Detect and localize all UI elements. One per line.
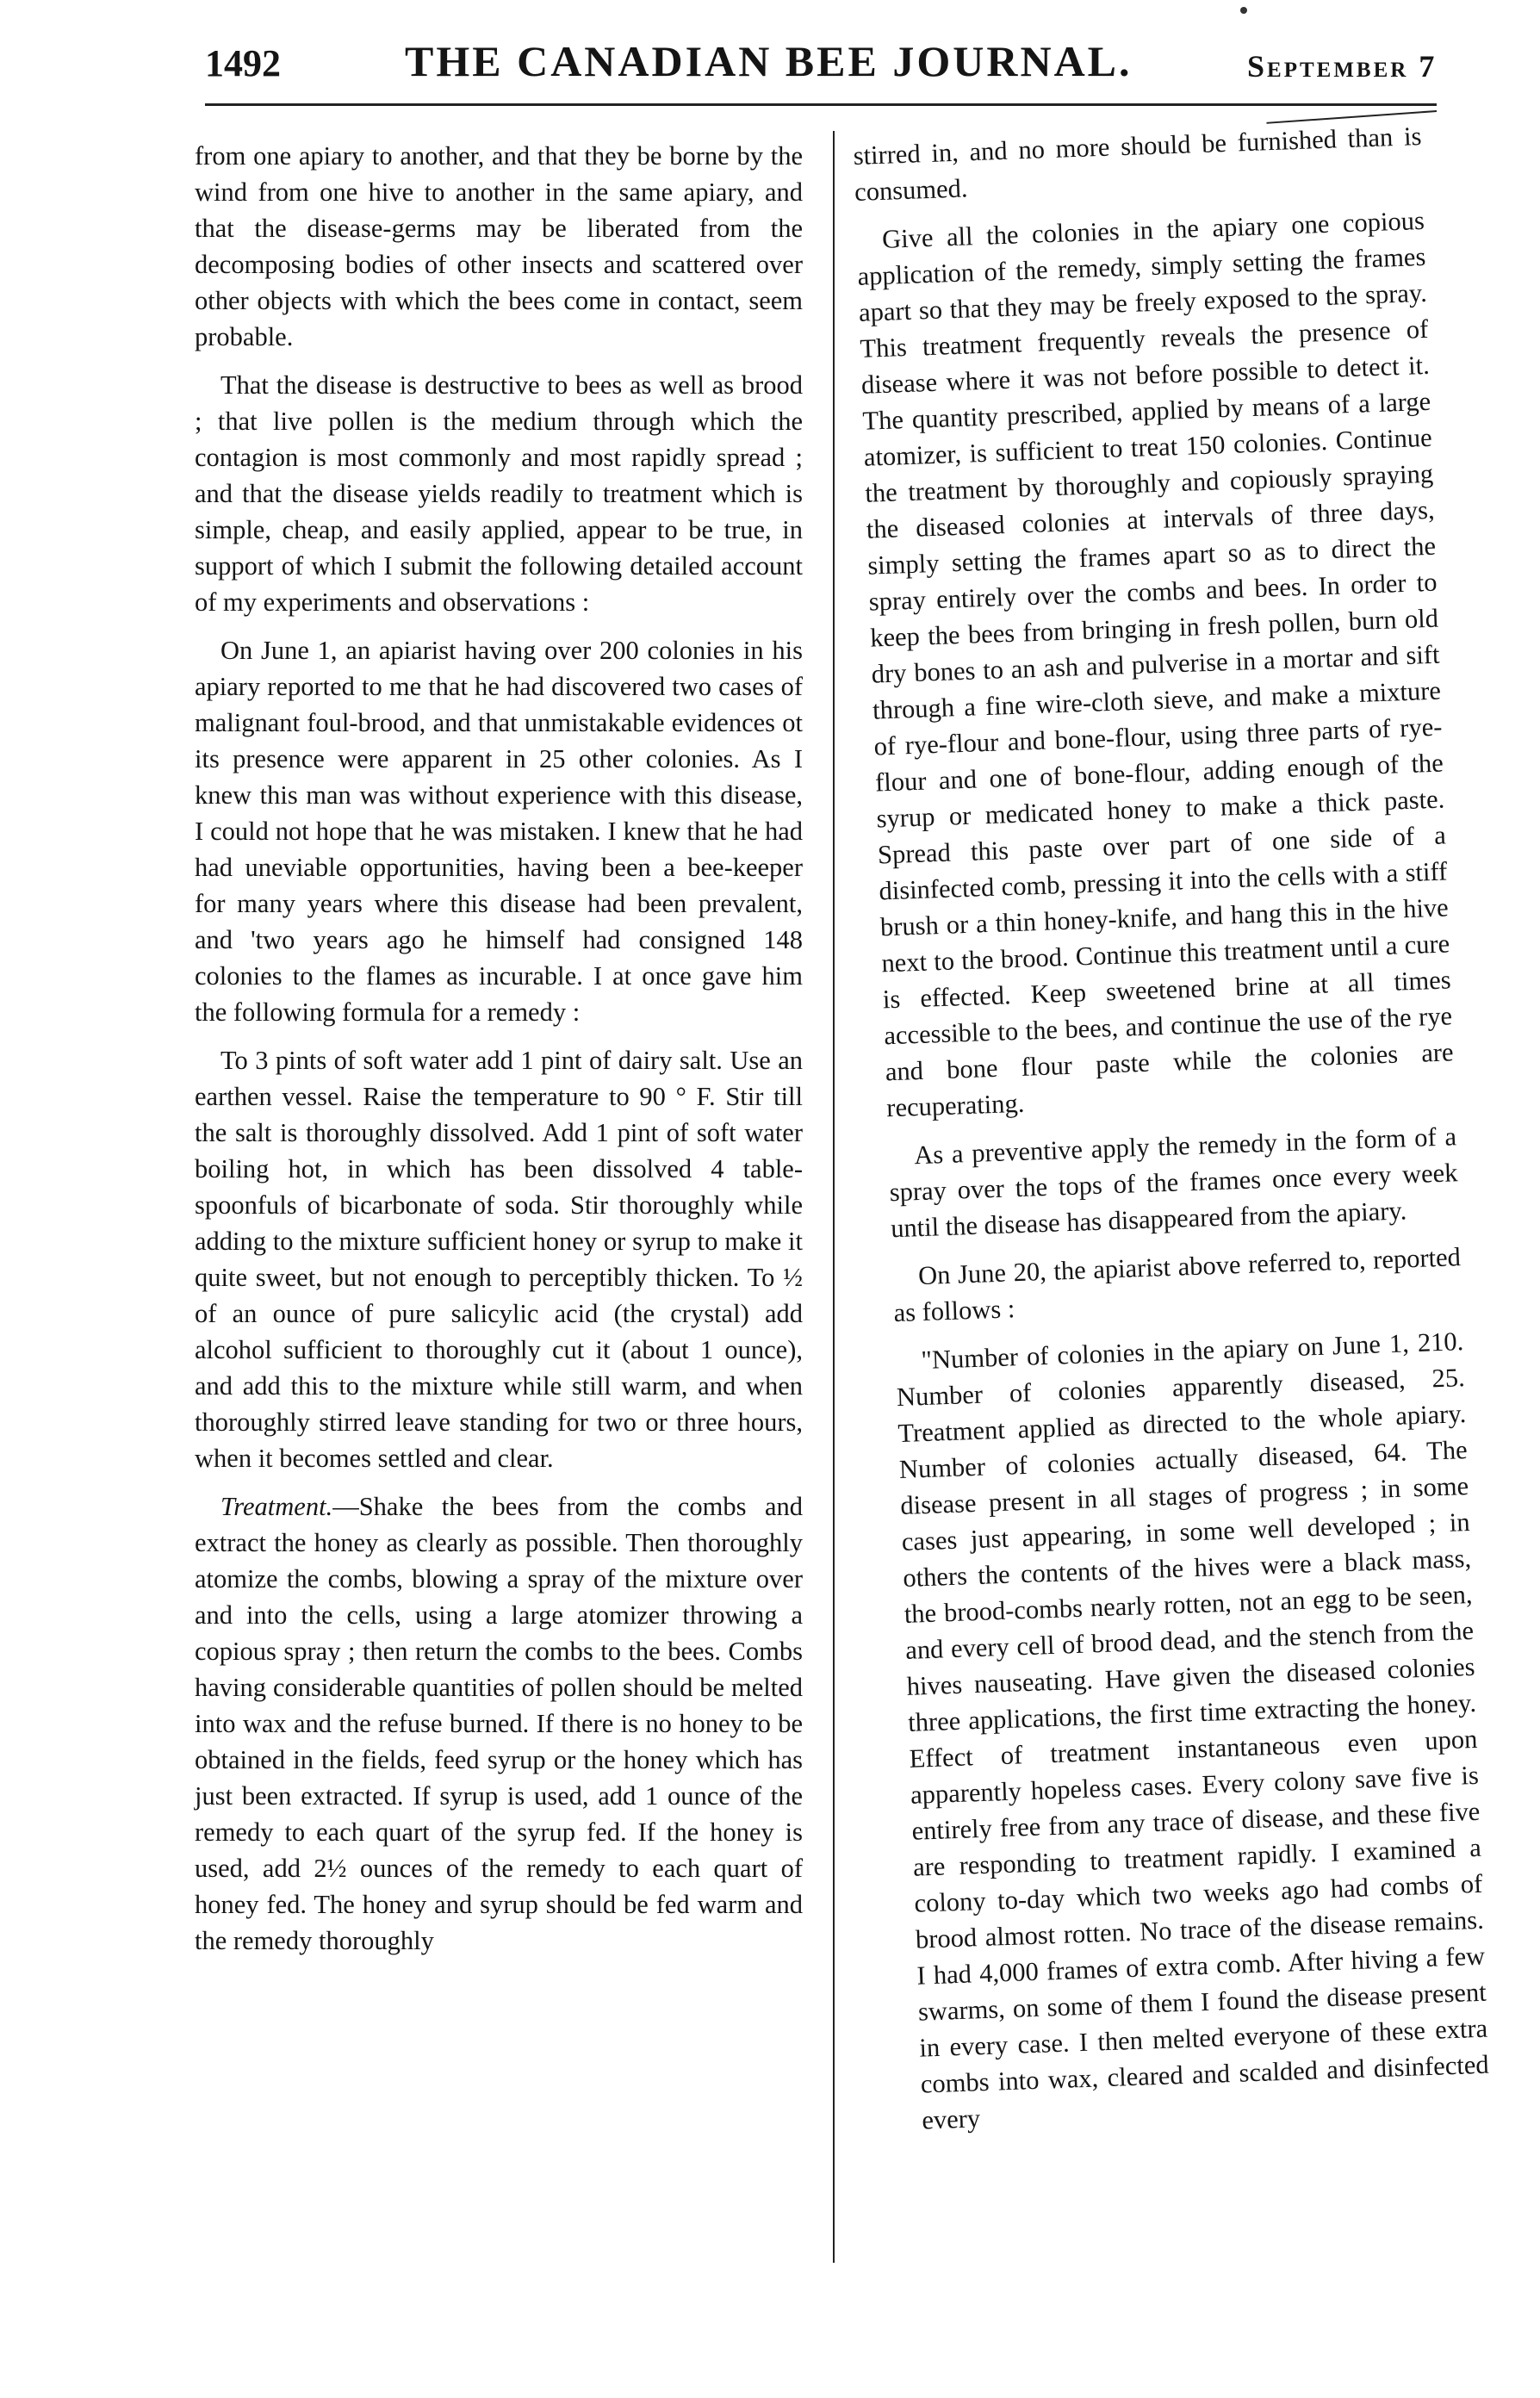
header-rule [205,103,1437,106]
treatment-label: Treatment. [220,1492,333,1521]
left-paragraph-5 [195,1488,803,1959]
left-paragraph-3: On June 1, an apiarist having over 200 colonies in his apiary reported to me that he had discovered two cases of malignant foul-brood, and that unmistakable evidences ot its presence were apparent in 25 other colonies. As I knew this man was without experience with this disease, I could not hope that he was mistaken. I knew that he had had uneviable opportunities, having been a bee-keeper for many years where this disease had been prevalent, and 'two years ago he himself had consigned 148 colonies to the flames as incurable. I at once gave him the following formula for a remedy : [195,636,803,1027]
right-paragraph-5: "Number of colonies in the apiary on June 1, 210. Number of colonies apparently diseased, 25. Treatment applied as directed to the whole apiary. Number of colonies actually diseased, 64. The disease present in all stages of progress ; in some cases just appearing, in some well developed ; in others the contents of the hives were a black mass, the brood-combs nearly rotten, not an egg to be seen, and every cell of brood dead, and the stench from the hives nauseating. Have given the diseased colonies three applications, the first time extracting the honey. Effect of treatment instantaneous even upon apparently hopeless cases. Every colony save five is entirely free from any trace of disease, and these five are responding to treatment rapidly. I examined a colony to-day which two weeks ago had combs of brood almost rotten. No trace of the disease remains. I had 4,000 frames of extra comb. After hiving a few swarms, on some of them I found the disease present in every case. I then melted everyone of these extra combs into wax, cleared and scalded and disinfected every [896,1326,1490,2135]
right-column [853,118,1491,2139]
right-paragraph-4: On June 20, the apiarist above referred to, reported as follows : [893,1242,1462,1328]
right-paragraph-1: stirred in, and no more should be furnished than is consumed. [853,121,1422,207]
treatment-text: —Shake the bees from the combs and extract the honey as clearly as possible. Then thoroughly atomize the combs, blowing a spray of the mixture over and into the cells, using a large atomizer throwing a copious spray ; then return the combs to the bees. Combs having considerable quantities of pollen should be melted into wax and the refuse burned. If there is no honey to be obtained in the fields, feed syrup or the honey which has just been extracted. If syrup is used, add 1 ounce of the remedy to each quart of the syrup fed. If the honey is used, add 2½ ounces of the remedy to each quart of honey fed. The honey and syrup should be fed warm and the remedy thoroughly [195,1492,803,1955]
journal-title: THE CANADIAN BEE JOURNAL. [405,37,1133,85]
left-paragraph-4: To 3 pints of soft water add 1 pint of dairy salt. Use an earthen vessel. Raise the temperature to 90 ° F. Stir till the salt is thoroughly dissolved. Add 1 pint of soft water boiling hot, in which has been dissolved 4 table-spoonfuls of bicarbonate of soda. Stir thoroughly while adding to the mixture sufficient honey or syrup to make it quite sweet, but not enough to perceptibly thicken. To ½ of an ounce of pure salicylic acid (the crystal) add alcohol sufficient to thoroughly cut it (about 1 ounce), and add this to the mixture while still warm, and when thoroughly stirred leave standing for two or three hours, when it becomes settled and clear. [195,1046,803,1473]
left-paragraph-1: from one apiary to another, and that they be borne by the wind from one hive to another in the same apiary, and that the disease-germs may be liberated from the decomposing bodies of other insects and scattered over other objects with which the bees come in contact, seem probable. [195,141,803,351]
left-paragraph-2: That the disease is destructive to bees as well as brood ; that live pollen is the medium through which the contagion is most commonly and most rapidly spread ; and that the disease yields readily to treatment which is simple, cheap, and easily applied, appear to be true, in support of which I submit the following detailed account of my experiments and observations : [195,370,803,617]
right-paragraph-3: As a preventive apply the remedy in the form of a spray over the tops of the frames once every week until the disease has disappeared from the apiary. [889,1121,1458,1244]
left-column [195,138,803,1959]
ink-dot [1240,7,1247,14]
right-paragraph-2: Give all the colonies in the apiary one copious application of the remedy, simply setting the frames apart so that they may be freely exposed to the spray. This treatment frequently reveals the presence of disease where it was not before possible to detect it. The quantity prescribed, applied by means of a large atomizer, is sufficient to treat 150 colonies. Continue the treatment by thoroughly and copiously spraying the diseased colonies at intervals of three days, simply setting the frames apart so as to direct the spray entirely over the combs and bees. In order to keep the bees from bringing in fresh pollen, burn old dry bones to an ash and pulverise in a mortar and sift through a fine wire-cloth sieve, and make a mixture of rye-flour and bone-flour, using three parts of rye-flour and one of bone-flour, adding enough of the syrup or medicated honey to make a thick paste. Spread this paste over part of one side of a disinfected comb, pressing it into the cells with a stiff brush or a thin honey-knife, and hang this in the hive next to the brood. Continue this treatment until a cure is effected. Keep sweetened brine at all times accessible to the bees, and continue the use of the rye and bone flour paste while the colonies are recuperating. [857,205,1455,1123]
issue-date: September 7 [1247,49,1438,84]
page-header [0,26,1540,103]
page-number: 1492 [205,42,281,84]
column-divider [833,131,835,2263]
